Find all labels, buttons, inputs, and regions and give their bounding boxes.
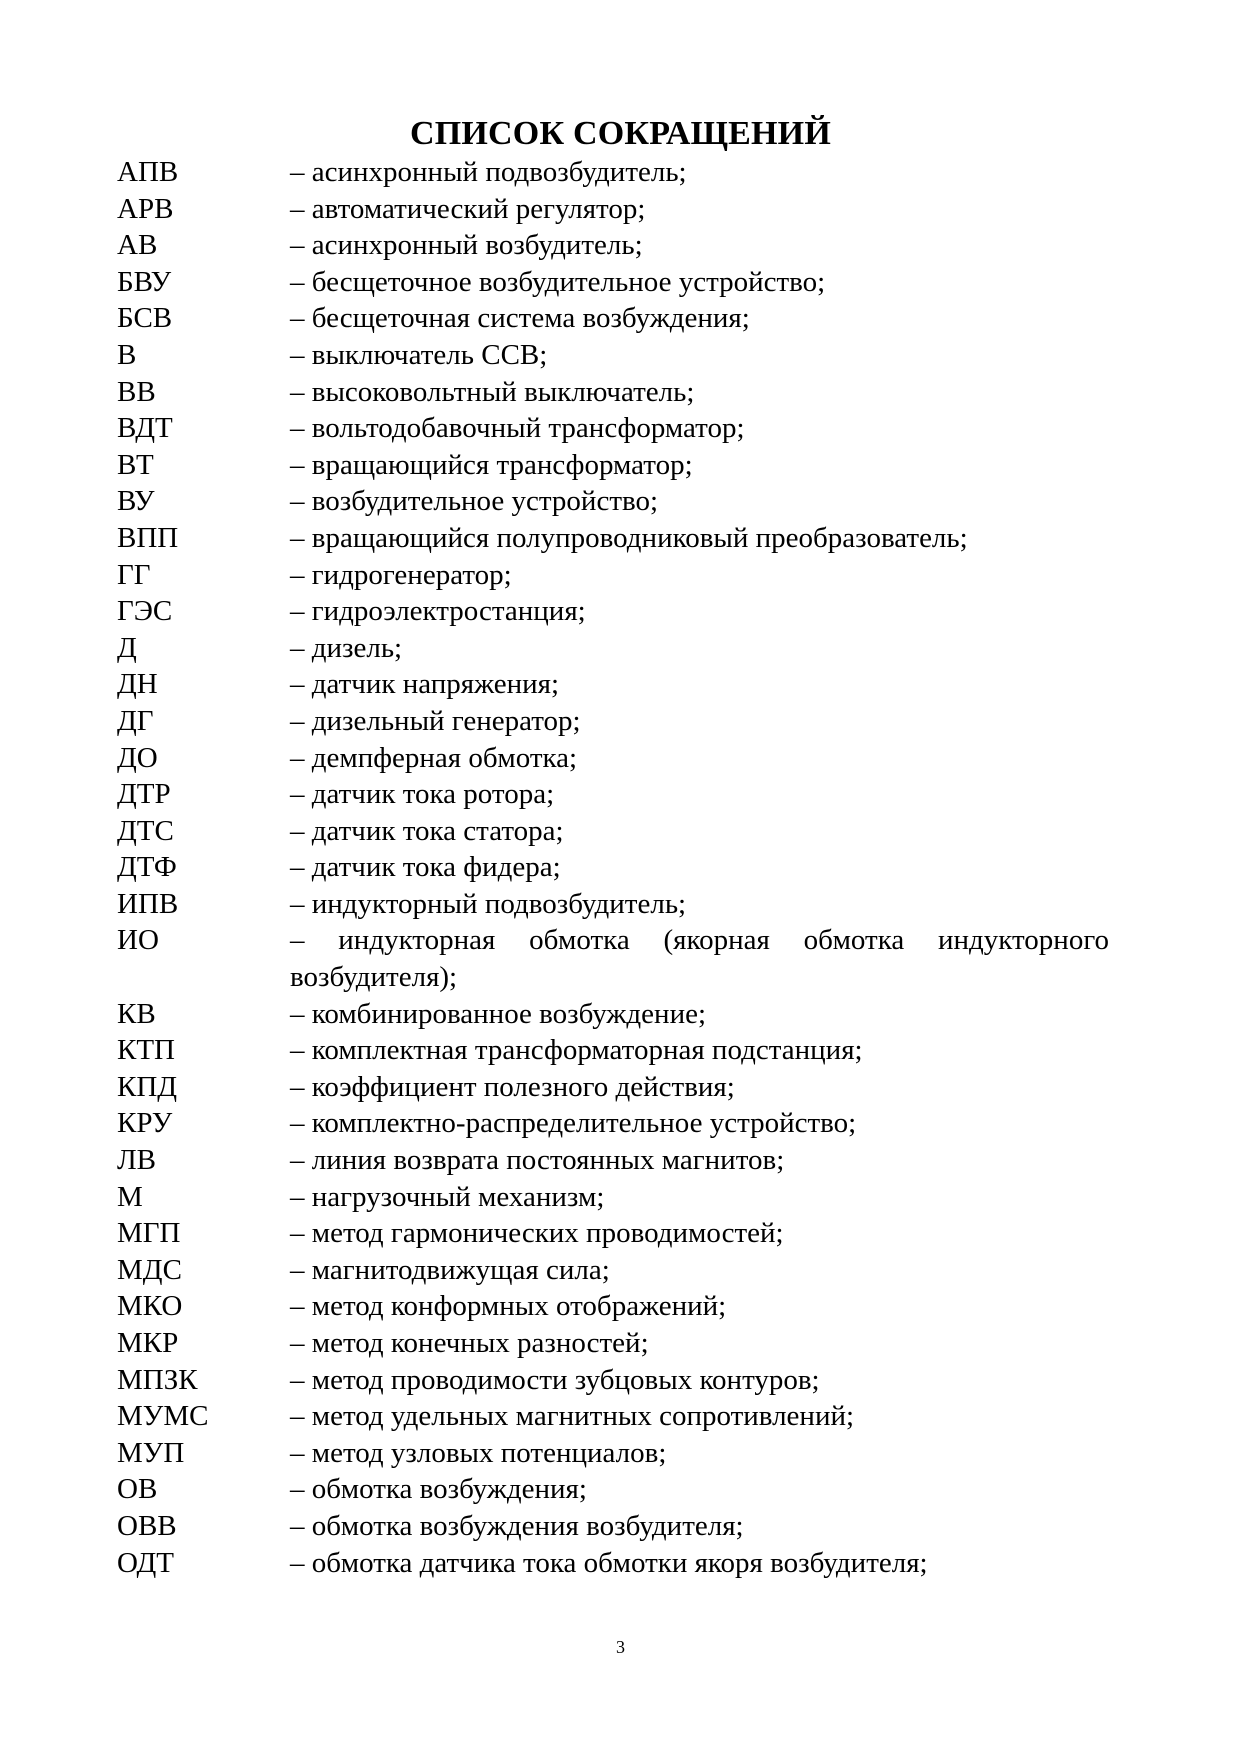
abbreviation-entry [117, 630, 1109, 667]
abbreviation-term: ДГ [117, 704, 154, 737]
abbreviation-entry [117, 1252, 1109, 1289]
abbreviation-definition: – магнитодвижущая сила; [290, 1253, 610, 1286]
abbreviation-term: МКР [117, 1327, 179, 1359]
abbreviation-term: В [117, 338, 137, 371]
abbreviation-entry [117, 154, 1109, 191]
abbreviation-definition: – асинхронный подвозбудитель; [290, 156, 687, 188]
abbreviation-term: АПВ [117, 156, 179, 188]
abbreviation-entry [117, 520, 1109, 557]
abbreviation-definition: – датчик тока фидера; [290, 851, 561, 884]
abbreviation-term: ЛВ [117, 1144, 157, 1177]
page-number: 3 [616, 1637, 625, 1657]
abbreviation-term: ДТФ [117, 851, 177, 884]
abbreviation-term: ВТ [117, 448, 154, 481]
abbreviation-definition: – датчик тока ротора; [290, 778, 555, 811]
abbreviation-definition: – бесщеточная система возбуждения; [290, 302, 750, 335]
abbreviation-entry [117, 996, 1109, 1033]
abbreviation-definition: – метод гармонических проводимостей; [290, 1217, 784, 1250]
abbreviation-term: ОВВ [117, 1509, 177, 1542]
abbreviation-term: КТП [117, 1034, 175, 1067]
abbreviation-term: МДС [117, 1253, 182, 1286]
abbreviation-entry [117, 1508, 1109, 1545]
abbreviation-entry [117, 374, 1109, 411]
abbreviation-definition: – линия возврата постоянных магнитов; [290, 1144, 785, 1177]
abbreviation-term: ОДТ [117, 1546, 174, 1579]
abbreviation-definition: – вращающийся трансформатор; [290, 448, 693, 481]
abbreviation-definition: – индукторный подвозбудитель; [290, 887, 687, 920]
abbreviation-entry [117, 1215, 1109, 1252]
abbreviation-term: ИПВ [117, 887, 179, 920]
abbreviation-entry [117, 191, 1109, 228]
abbreviation-entry [117, 1545, 1109, 1582]
abbreviation-definition: – индукторная обмотка (якорная обмотка индукторного возбудителя); [290, 924, 1109, 994]
abbreviation-term: ВПП [117, 521, 179, 554]
abbreviation-definition: – метод проводимости зубцовых контуров; [290, 1363, 820, 1396]
abbreviation-definition: – коэффициент полезного действия; [290, 1070, 735, 1103]
abbreviation-definition: – вольтодобавочный трансформатор; [290, 412, 745, 445]
abbreviation-term: КВ [117, 997, 156, 1030]
abbreviation-entry [117, 264, 1109, 301]
abbreviation-term: М [117, 1180, 143, 1213]
abbreviation-definition: – возбудительное устройство; [290, 485, 659, 518]
abbreviation-term: Д [117, 631, 137, 664]
abbreviation-term: МГП [117, 1217, 181, 1250]
abbreviation-term: АРВ [117, 192, 174, 225]
abbreviation-entry [117, 447, 1109, 484]
abbreviation-list [117, 154, 1109, 1581]
abbreviation-entry [117, 776, 1109, 813]
abbreviation-entry [117, 703, 1109, 740]
abbreviation-definition: – гидрогенератор; [290, 558, 512, 591]
abbreviation-entry [117, 1142, 1109, 1179]
abbreviation-definition: – асинхронный возбудитель; [290, 229, 643, 262]
abbreviation-entry [117, 666, 1109, 703]
abbreviation-term: ДТС [117, 814, 174, 847]
abbreviation-definition: – бесщеточное возбудительное устройство; [290, 265, 826, 298]
abbreviation-term: ДТР [117, 778, 171, 811]
abbreviation-term: ДН [117, 668, 158, 701]
abbreviation-term: МПЗК [117, 1363, 198, 1396]
abbreviation-definition: – гидроэлектростанция; [290, 595, 586, 628]
abbreviation-entry [117, 227, 1109, 264]
abbreviation-definition: – дизель; [290, 631, 403, 664]
abbreviation-definition: – комплектно-распределительное устройство; [290, 1107, 857, 1140]
abbreviation-definition: – обмотка возбуждения возбудителя; [290, 1509, 744, 1542]
abbreviation-definition: – дизельный генератор; [290, 704, 581, 737]
abbreviation-entry [117, 1032, 1109, 1069]
abbreviation-term: АВ [117, 229, 158, 262]
abbreviation-entry [117, 1179, 1109, 1216]
abbreviation-term: ДО [117, 741, 158, 774]
abbreviation-entry [117, 300, 1109, 337]
abbreviation-definition: – датчик тока статора; [290, 814, 564, 847]
abbreviation-entry [117, 1398, 1109, 1435]
abbreviation-definition: – высоковольтный выключатель; [290, 375, 695, 408]
abbreviation-entry [117, 1325, 1109, 1362]
abbreviation-term: ИО [117, 924, 159, 957]
abbreviation-entry [117, 557, 1109, 594]
abbreviation-term: КРУ [117, 1107, 173, 1140]
abbreviation-entry [117, 1471, 1109, 1508]
abbreviation-definition: – метод узловых потенциалов; [290, 1436, 667, 1469]
page-title: СПИСОК СОКРАЩЕНИЙ [410, 115, 831, 152]
abbreviation-term: МКО [117, 1290, 183, 1323]
abbreviation-entry [117, 1288, 1109, 1325]
abbreviation-entry [117, 849, 1109, 886]
abbreviation-definition: – нагрузочный механизм; [290, 1180, 605, 1213]
abbreviation-term: ОВ [117, 1473, 158, 1506]
abbreviation-definition: – обмотка возбуждения; [290, 1473, 587, 1506]
abbreviation-entry [117, 886, 1109, 923]
abbreviation-definition: – комплектная трансформаторная подстанция; [290, 1034, 863, 1067]
abbreviation-entry [117, 1362, 1109, 1399]
abbreviation-definition: – метод конечных разностей; [290, 1327, 649, 1359]
abbreviation-definition: – датчик напряжения; [290, 668, 560, 701]
abbreviation-term: ГЭС [117, 595, 173, 628]
abbreviation-definition: – вращающийся полупроводниковый преобразователь; [290, 521, 968, 554]
abbreviation-entry [117, 740, 1109, 777]
abbreviation-term: БВУ [117, 265, 172, 298]
abbreviation-term: ВДТ [117, 412, 173, 445]
abbreviation-term: МУМС [117, 1400, 209, 1433]
abbreviation-definition: – выключатель ССВ; [290, 338, 548, 371]
abbreviation-entry [117, 1105, 1109, 1142]
abbreviation-term: БСВ [117, 302, 173, 335]
abbreviation-term: ВУ [117, 485, 155, 518]
abbreviation-definition: – комбинированное возбуждение; [290, 997, 707, 1030]
abbreviation-entry [117, 483, 1109, 520]
abbreviation-definition: – метод удельных магнитных сопротивлений; [290, 1400, 855, 1433]
abbreviation-entry [117, 1069, 1109, 1106]
abbreviation-term: ВВ [117, 375, 156, 408]
abbreviation-definition: – автоматический регулятор; [290, 192, 646, 225]
abbreviation-term: ГГ [117, 558, 151, 591]
abbreviation-term: МУП [117, 1436, 185, 1469]
abbreviation-definition: – демпферная обмотка; [290, 741, 578, 774]
abbreviation-entry [117, 410, 1109, 447]
abbreviation-entry [117, 922, 1109, 995]
abbreviation-entry [117, 337, 1109, 374]
abbreviation-entry [117, 813, 1109, 850]
abbreviation-entry [117, 1435, 1109, 1472]
abbreviation-entry [117, 593, 1109, 630]
abbreviation-definition: – обмотка датчика тока обмотки якоря возбудителя; [290, 1546, 928, 1579]
abbreviation-definition: – метод конформных отображений; [290, 1290, 727, 1323]
abbreviation-term: КПД [117, 1070, 178, 1103]
